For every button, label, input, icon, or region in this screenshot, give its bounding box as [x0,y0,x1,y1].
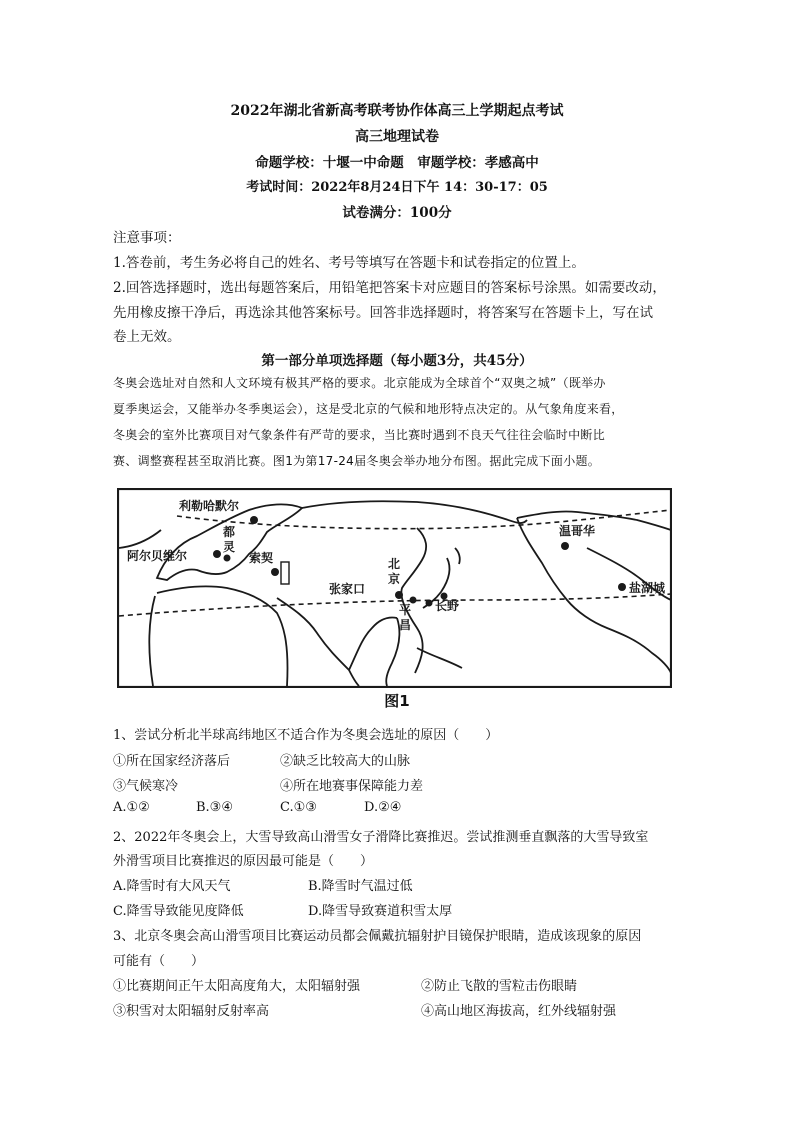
label-pyeongchang-2: 昌 [399,618,412,632]
note-1: 1.答卷前，考生务必将自己的姓名、考号等填写在答题卡和试卷指定的位置上。 [113,255,585,271]
note-2-line-1: 2.回答选择题时，选出每题答案后，用铅笔把答案卡对应题目的答案标号涂黑。如需要改动， [113,280,666,296]
q3-stem-line-1: 3、北京冬奥会高山滑雪项目比赛运动员都会佩戴抗辐射护目镜保护眼睛，造成该现象的原因 [113,929,642,944]
intro-line-3: 冬奥会的室外比赛项目对气象条件有严苛的要求，当比赛时遇到不良天气往往会临时中断比 [113,428,606,442]
label-turin-1: 都 [223,525,236,539]
figure-caption: 图1 [384,692,410,710]
label-sochi: 索契 [249,551,274,565]
q1-option-c[interactable]: C.①③ [280,800,317,815]
dot-turin [224,555,231,562]
label-salt-lake: 盐湖城 [629,581,666,595]
label-lillehammer: 利勒哈默尔 [179,499,240,513]
q3-item-2: ②防止飞散的雪粒击伤眼睛 [421,979,578,994]
dot-pyeongchang [426,600,433,607]
q1-item-1: ①所在国家经济落后 [113,754,231,769]
exam-title: 2022年湖北省新高考联考协作体高三上学期起点考试 [230,103,564,119]
q3-item-3: ③积雪对太阳辐射反射率高 [113,1004,270,1019]
q2-option-c[interactable]: C.降雪导致能见度降低 [113,904,244,919]
exam-score: 试卷满分：100分 [342,205,452,221]
q2-stem-line-2: 外滑雪项目比赛推迟的原因最可能是（ ） [113,854,374,869]
section-title: 第一部分单项选择题（每小题3分，共45分） [261,353,533,369]
exam-subject: 高三地理试卷 [355,129,439,145]
q1-stem: 1、尝试分析北半球高纬地区不适合作为冬奥会选址的原因（ ） [113,728,499,743]
q2-option-b[interactable]: B.降雪时气温过低 [308,879,413,894]
label-beijing-2: 京 [388,572,401,586]
q3-item-1: ①比赛期间正午太阳高度角大，太阳辐射强 [113,979,361,994]
label-pyeongchang-1: 平 [399,603,412,617]
q1-option-a[interactable]: A.①② [113,800,150,815]
q1-option-b[interactable]: B.③④ [196,800,233,815]
q1-item-4: ④所在地赛事保障能力差 [280,779,424,794]
label-vancouver: 温哥华 [559,524,596,538]
dot-sochi [271,568,279,576]
dot-zhangjiakou [395,591,403,599]
dot-vancouver [561,542,569,550]
q3-item-4: ④高山地区海拔高，红外线辐射强 [421,1004,617,1019]
note-2-line-3: 卷上无效。 [113,329,181,345]
label-zhangjiakou: 张家口 [329,582,366,596]
label-turin-2: 灵 [223,540,236,554]
dot-salt-lake [618,583,626,591]
label-beijing-1: 北 [388,557,401,571]
note-2-line-2: 先用橡皮擦干净后，再选涂其他答案标号。回答非选择题时，将答案写在答题卡上，写在试 [113,305,653,321]
intro-line-2: 夏季奥运会，又能举办冬季奥运会），这是受北京的气候和地形特点决定的。从气象角度来看， [113,402,624,416]
exam-schools: 命题学校：十堰一中命题 审题学校：孝感高中 [255,155,539,171]
intro-line-4: 赛、调整赛程甚至取消比赛。图1为第17-24届冬奥会举办地分布图。据此完成下面小题。 [113,454,601,468]
intro-paragraph [113,370,693,474]
exam-time: 考试时间：2022年8月24日下午 14：30-17：05 [246,180,548,195]
q2-option-a[interactable]: A.降雪时有大风天气 [113,879,231,894]
q1-option-d[interactable]: D.②④ [364,800,402,815]
label-nagano: 长野 [435,599,460,613]
q3-stem-line-2: 可能有（ ） [113,954,205,969]
dot-albertville [213,550,221,558]
q2-option-d[interactable]: D.降雪导致赛道积雪太厚 [308,904,453,919]
label-albertville: 阿尔贝维尔 [127,549,188,563]
intro-line-1: 冬奥会选址对自然和人文环境有极其严格的要求。北京能成为全球首个“双奥之城”（既举办 [113,376,606,390]
q1-item-2: ②缺乏比较高大的山脉 [280,754,411,769]
q2-stem-line-1: 2、2022年冬奥会上，大雪导致高山滑雪女子滑降比赛推迟。尝试推测垂直飘落的大雪导致室 [113,830,649,845]
q1-item-3: ③气候寒冷 [113,779,179,794]
dot-lillehammer [250,516,258,524]
notes-heading: 注意事项： [113,230,181,246]
world-map-figure [117,488,672,688]
